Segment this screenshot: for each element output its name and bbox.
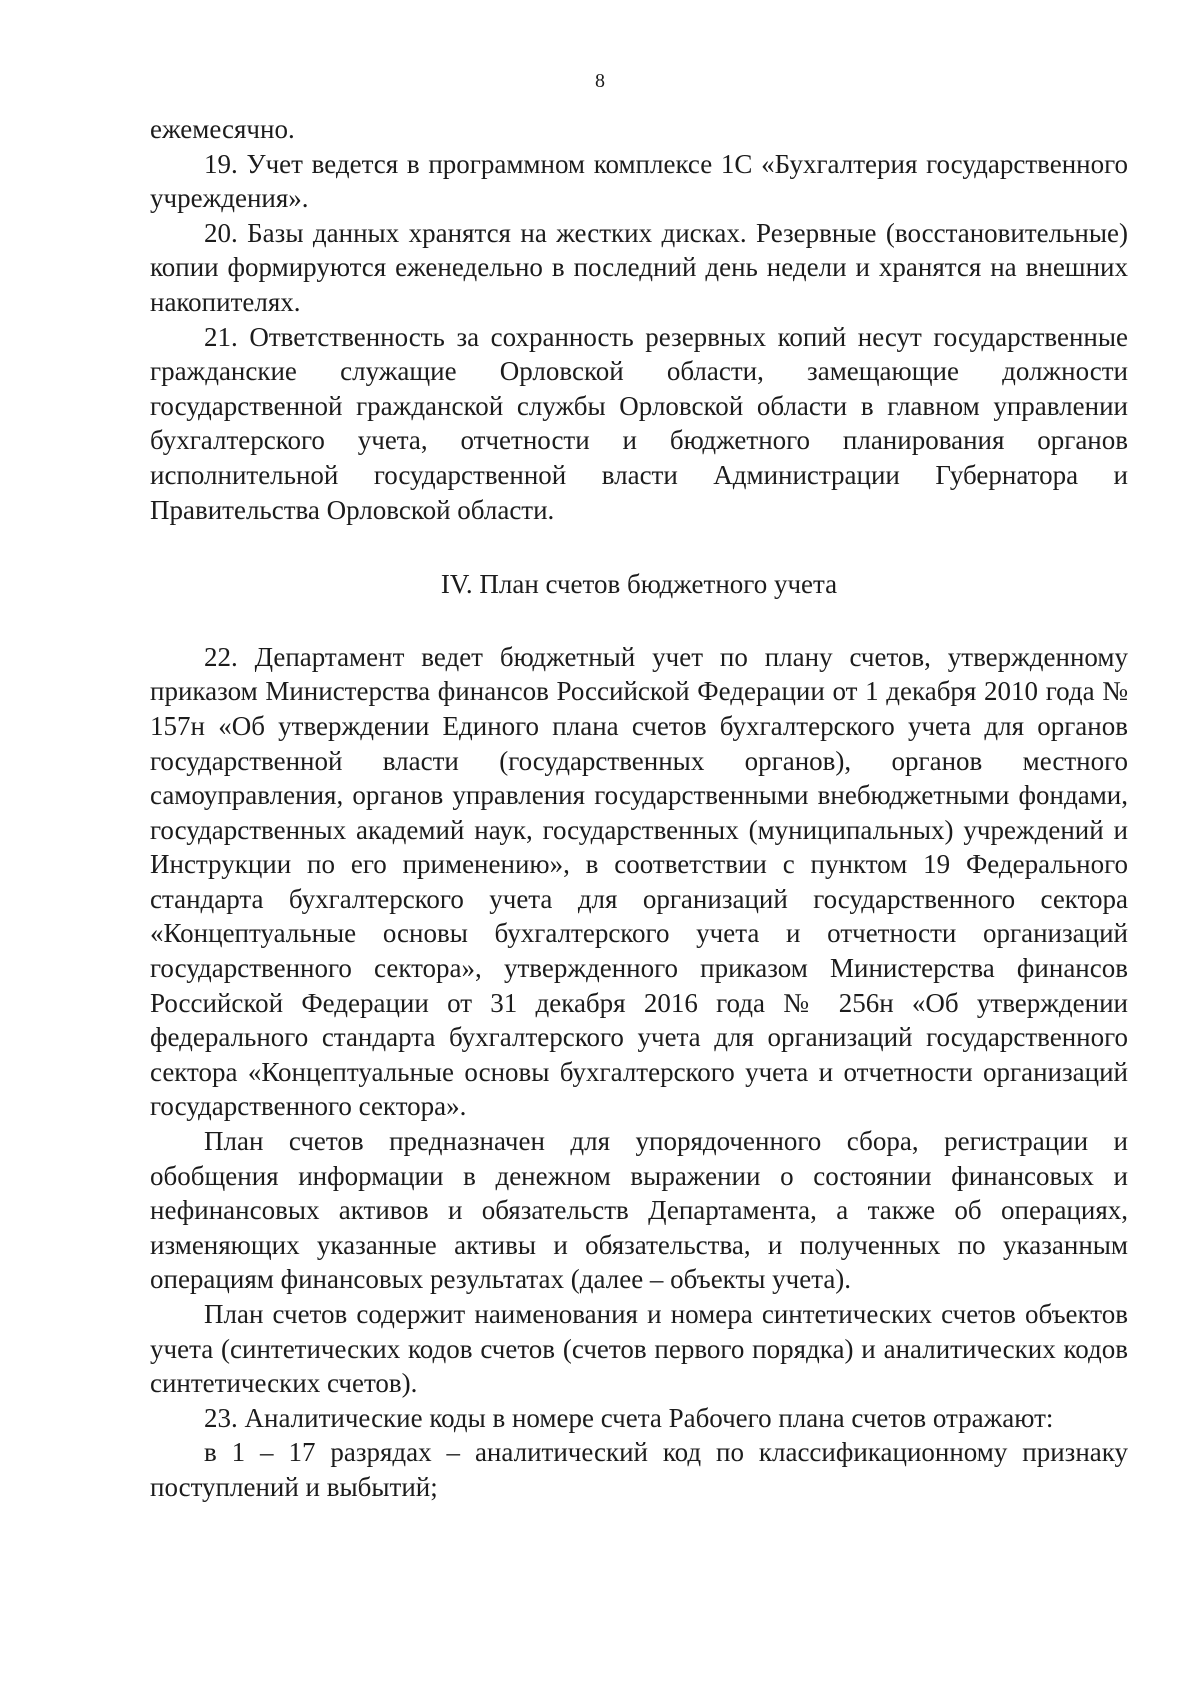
paragraph-22: 22. Департамент ведет бюджетный учет по плану счетов, утвержденному приказом Министерства финансов Российской Федерации от 1 декабря 2010 года № 157н «Об утверждении Единого плана счетов бухгалтерского учета для органов государственной власти (государственных органов), органов местного самоуправления, органов управления государственными внебюджетными фондами, государственных академий наук, государственных (муниципальных) учреждений и Инструкции по его применению», в соответствии с пунктом 19 Федерального стандарта бухгалтерского учета для организаций государственного сектора «Концептуальные основы бухгалтерского учета и отчетности организаций государственного сектора», утвержденного приказом Министерства финансов Российской Федерации от 31 декабря 2016 года № 256н «Об утверждении федерального стандарта бухгалтерского учета для организаций государственного сектора «Концептуальные основы бухгалтерского учета и отчетности организаций государственного сектора». <box>150 641 1128 1122</box>
paragraph-23: 23. Аналитические коды в номере счета Рабочего плана счетов отражают: <box>204 1402 1054 1433</box>
paragraph-20: 20. Базы данных хранятся на жестких дисках. Резервные (восстановительные) копии формируются еженедельно в последний день недели и хранятся на внешних накопителях. <box>150 217 1128 317</box>
paragraph-23-item-1: в 1 – 17 разрядах – аналитический код по классификационному признаку поступлений и выбытий; <box>150 1437 1128 1502</box>
section-heading: IV. План счетов бюджетного учета <box>440 569 838 600</box>
page-number: 8 <box>595 70 605 92</box>
paragraph-plan-purpose: План счетов предназначен для упорядоченного сбора, регистрации и обобщения информации в денежном выражении о состоянии финансовых и нефинансовых активов и обязательств Департамента, а также об операциях, изменяющих указанные активы и обязательства, и полученных по указанным операциям финансовых результатах (далее – объекты учета). <box>150 1126 1128 1295</box>
paragraph-21: 21. Ответственность за сохранность резервных копий несут государственные гражданские служащие Орловской области, замещающие должности государственной гражданской службы Орловской области в главном управлении бухгалтерского учета, отчетности и бюджетного планирования органов исполнительной государственной власти Администрации Губернатора и Правительства Орловской области. <box>150 321 1128 525</box>
paragraph-plan-contents: План счетов содержит наименования и номера синтетических счетов объектов учета (синтетических кодов счетов (счетов первого порядка) и аналитических кодов синтетических счетов). <box>150 1299 1128 1399</box>
document-body <box>150 112 1128 1505</box>
paragraph-19: 19. Учет ведется в программном комплексе 1С «Бухгалтерия государственного учреждения». <box>150 148 1128 214</box>
paragraph-continuation: ежемесячно. <box>150 114 295 144</box>
